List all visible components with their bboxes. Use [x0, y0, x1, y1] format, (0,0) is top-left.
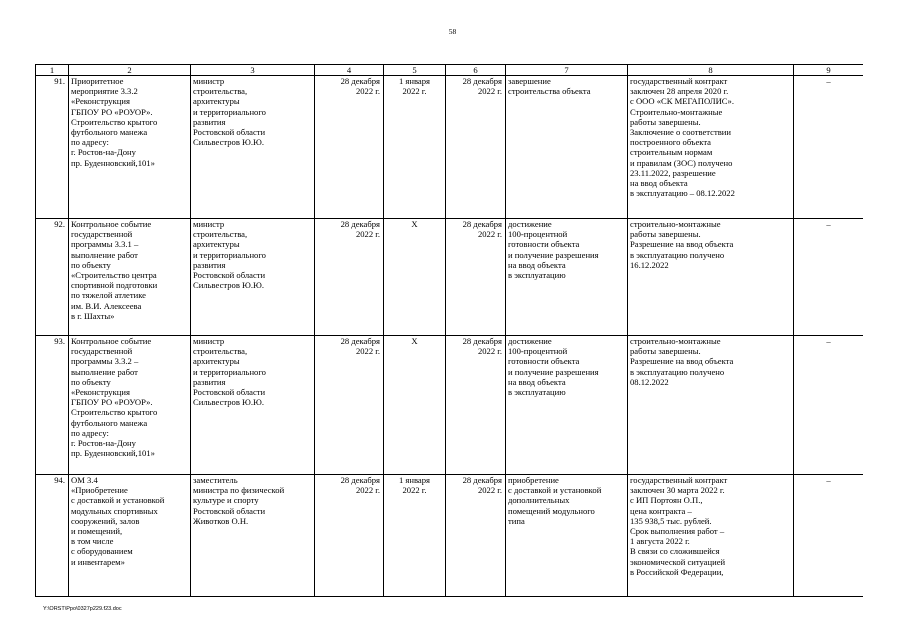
- actual-end-date: 28 декабря 2022 г.: [446, 475, 506, 598]
- planned-date: 28 декабря 2022 г.: [315, 475, 384, 598]
- report-table: [35, 64, 863, 597]
- table-row: [36, 475, 864, 598]
- actual-end-date: 28 декабря 2022 г.: [446, 76, 506, 219]
- header-col-1: 1: [36, 65, 69, 76]
- implementation-status: строительно-монтажные работы завершены. Разрешение на ввод объекта в эксплуатацию получено 08.12.2022: [628, 336, 794, 475]
- header-col-7: 7: [506, 65, 628, 76]
- row-number: 93.: [36, 336, 69, 475]
- planned-date: 28 декабря 2022 г.: [315, 336, 384, 475]
- responsible-person: министр строительства, архитектуры и территориального развития Ростовской области Сильвестров Ю.Ю.: [191, 219, 315, 336]
- header-col-8: 8: [628, 65, 794, 76]
- page-number: 58: [448, 27, 457, 36]
- actual-start-date: Х: [384, 336, 446, 475]
- file-path-footer: Y:\ORST\Ppo\0327p229.f23.doc: [43, 606, 122, 612]
- header-col-6: 6: [446, 65, 506, 76]
- actual-start-date: Х: [384, 219, 446, 336]
- header-col-3: 3: [191, 65, 315, 76]
- note: –: [794, 475, 864, 598]
- actual-start-date: 1 января 2022 г.: [384, 76, 446, 219]
- expected-result: достижение 100-процентной готовности объекта и получение разрешения на ввод объекта в эксплуатацию: [506, 219, 628, 336]
- expected-result: достижение 100-процентной готовности объекта и получение разрешения на ввод объекта в эксплуатацию: [506, 336, 628, 475]
- note: –: [794, 76, 864, 219]
- expected-result: приобретение с доставкой и установкой дополнительных помещений модульного типа: [506, 475, 628, 598]
- header-col-4: 4: [315, 65, 384, 76]
- report-table-wrapper: [35, 64, 863, 597]
- event-name: Контрольное событие государственной программы 3.3.1 – выполнение работ по объекту «Строительство центра спортивной подготовки по тяжелой атлетике им. В.И. Алексеева в г. Шахты»: [69, 219, 191, 336]
- actual-end-date: 28 декабря 2022 г.: [446, 219, 506, 336]
- row-number: 91.: [36, 76, 69, 219]
- planned-date: 28 декабря 2022 г.: [315, 219, 384, 336]
- note: –: [794, 336, 864, 475]
- actual-end-date: 28 декабря 2022 г.: [446, 336, 506, 475]
- header-col-2: 2: [69, 65, 191, 76]
- event-name: Контрольное событие государственной программы 3.3.2 – выполнение работ по объекту «Реконструкция ГБПОУ РО «РОУОР». Строительство крытого футбольного манежа по адресу: г. Ростов-на-Дону пр. Буденновский,101»: [69, 336, 191, 475]
- event-name: Приоритетное мероприятие 3.3.2 «Реконструкция ГБПОУ РО «РОУОР». Строительство крытого футбольного манежа по адресу: г. Ростов-на-Дону пр. Буденновский,101»: [69, 76, 191, 219]
- header-col-9: 9: [794, 65, 864, 76]
- note: –: [794, 219, 864, 336]
- table-row: [36, 336, 864, 475]
- table-header-row: [36, 65, 864, 76]
- implementation-status: строительно-монтажные работы завершены. Разрешение на ввод объекта в эксплуатацию получено 16.12.2022: [628, 219, 794, 336]
- expected-result: завершение строительства объекта: [506, 76, 628, 219]
- event-name: ОМ 3.4 «Приобретение с доставкой и установкой модульных спортивных сооружений, залов и помещений, в том числе с оборудованием и инвентарем»: [69, 475, 191, 598]
- responsible-person: министр строительства, архитектуры и территориального развития Ростовской области Сильвестров Ю.Ю.: [191, 336, 315, 475]
- row-number: 92.: [36, 219, 69, 336]
- implementation-status: государственный контракт заключен 30 марта 2022 г. с ИП Портоян О.П., цена контракта – 135 938,5 тыс. рублей. Срок выполнения работ – 1 августа 2022 г. В связи со сложившейся экономической ситуацией в Российской Федерации,: [628, 475, 794, 598]
- responsible-person: заместитель министра по физической культуре и спорту Ростовской области Животков О.Н.: [191, 475, 315, 598]
- implementation-status: государственный контракт заключен 28 апреля 2020 г. с ООО «СК МЕГАПОЛИС». Строительно-монтажные работы завершены. Заключение о соответствии построенного объекта строительным нормам и правилам (ЗОС) получено 23.11.2022, разрешение на ввод объекта в эксплуатацию – 08.12.2022: [628, 76, 794, 219]
- header-col-5: 5: [384, 65, 446, 76]
- responsible-person: министр строительства, архитектуры и территориального развития Ростовской области Сильвестров Ю.Ю.: [191, 76, 315, 219]
- row-number: 94.: [36, 475, 69, 598]
- table-row: [36, 76, 864, 219]
- table-row: [36, 219, 864, 336]
- planned-date: 28 декабря 2022 г.: [315, 76, 384, 219]
- actual-start-date: 1 января 2022 г.: [384, 475, 446, 598]
